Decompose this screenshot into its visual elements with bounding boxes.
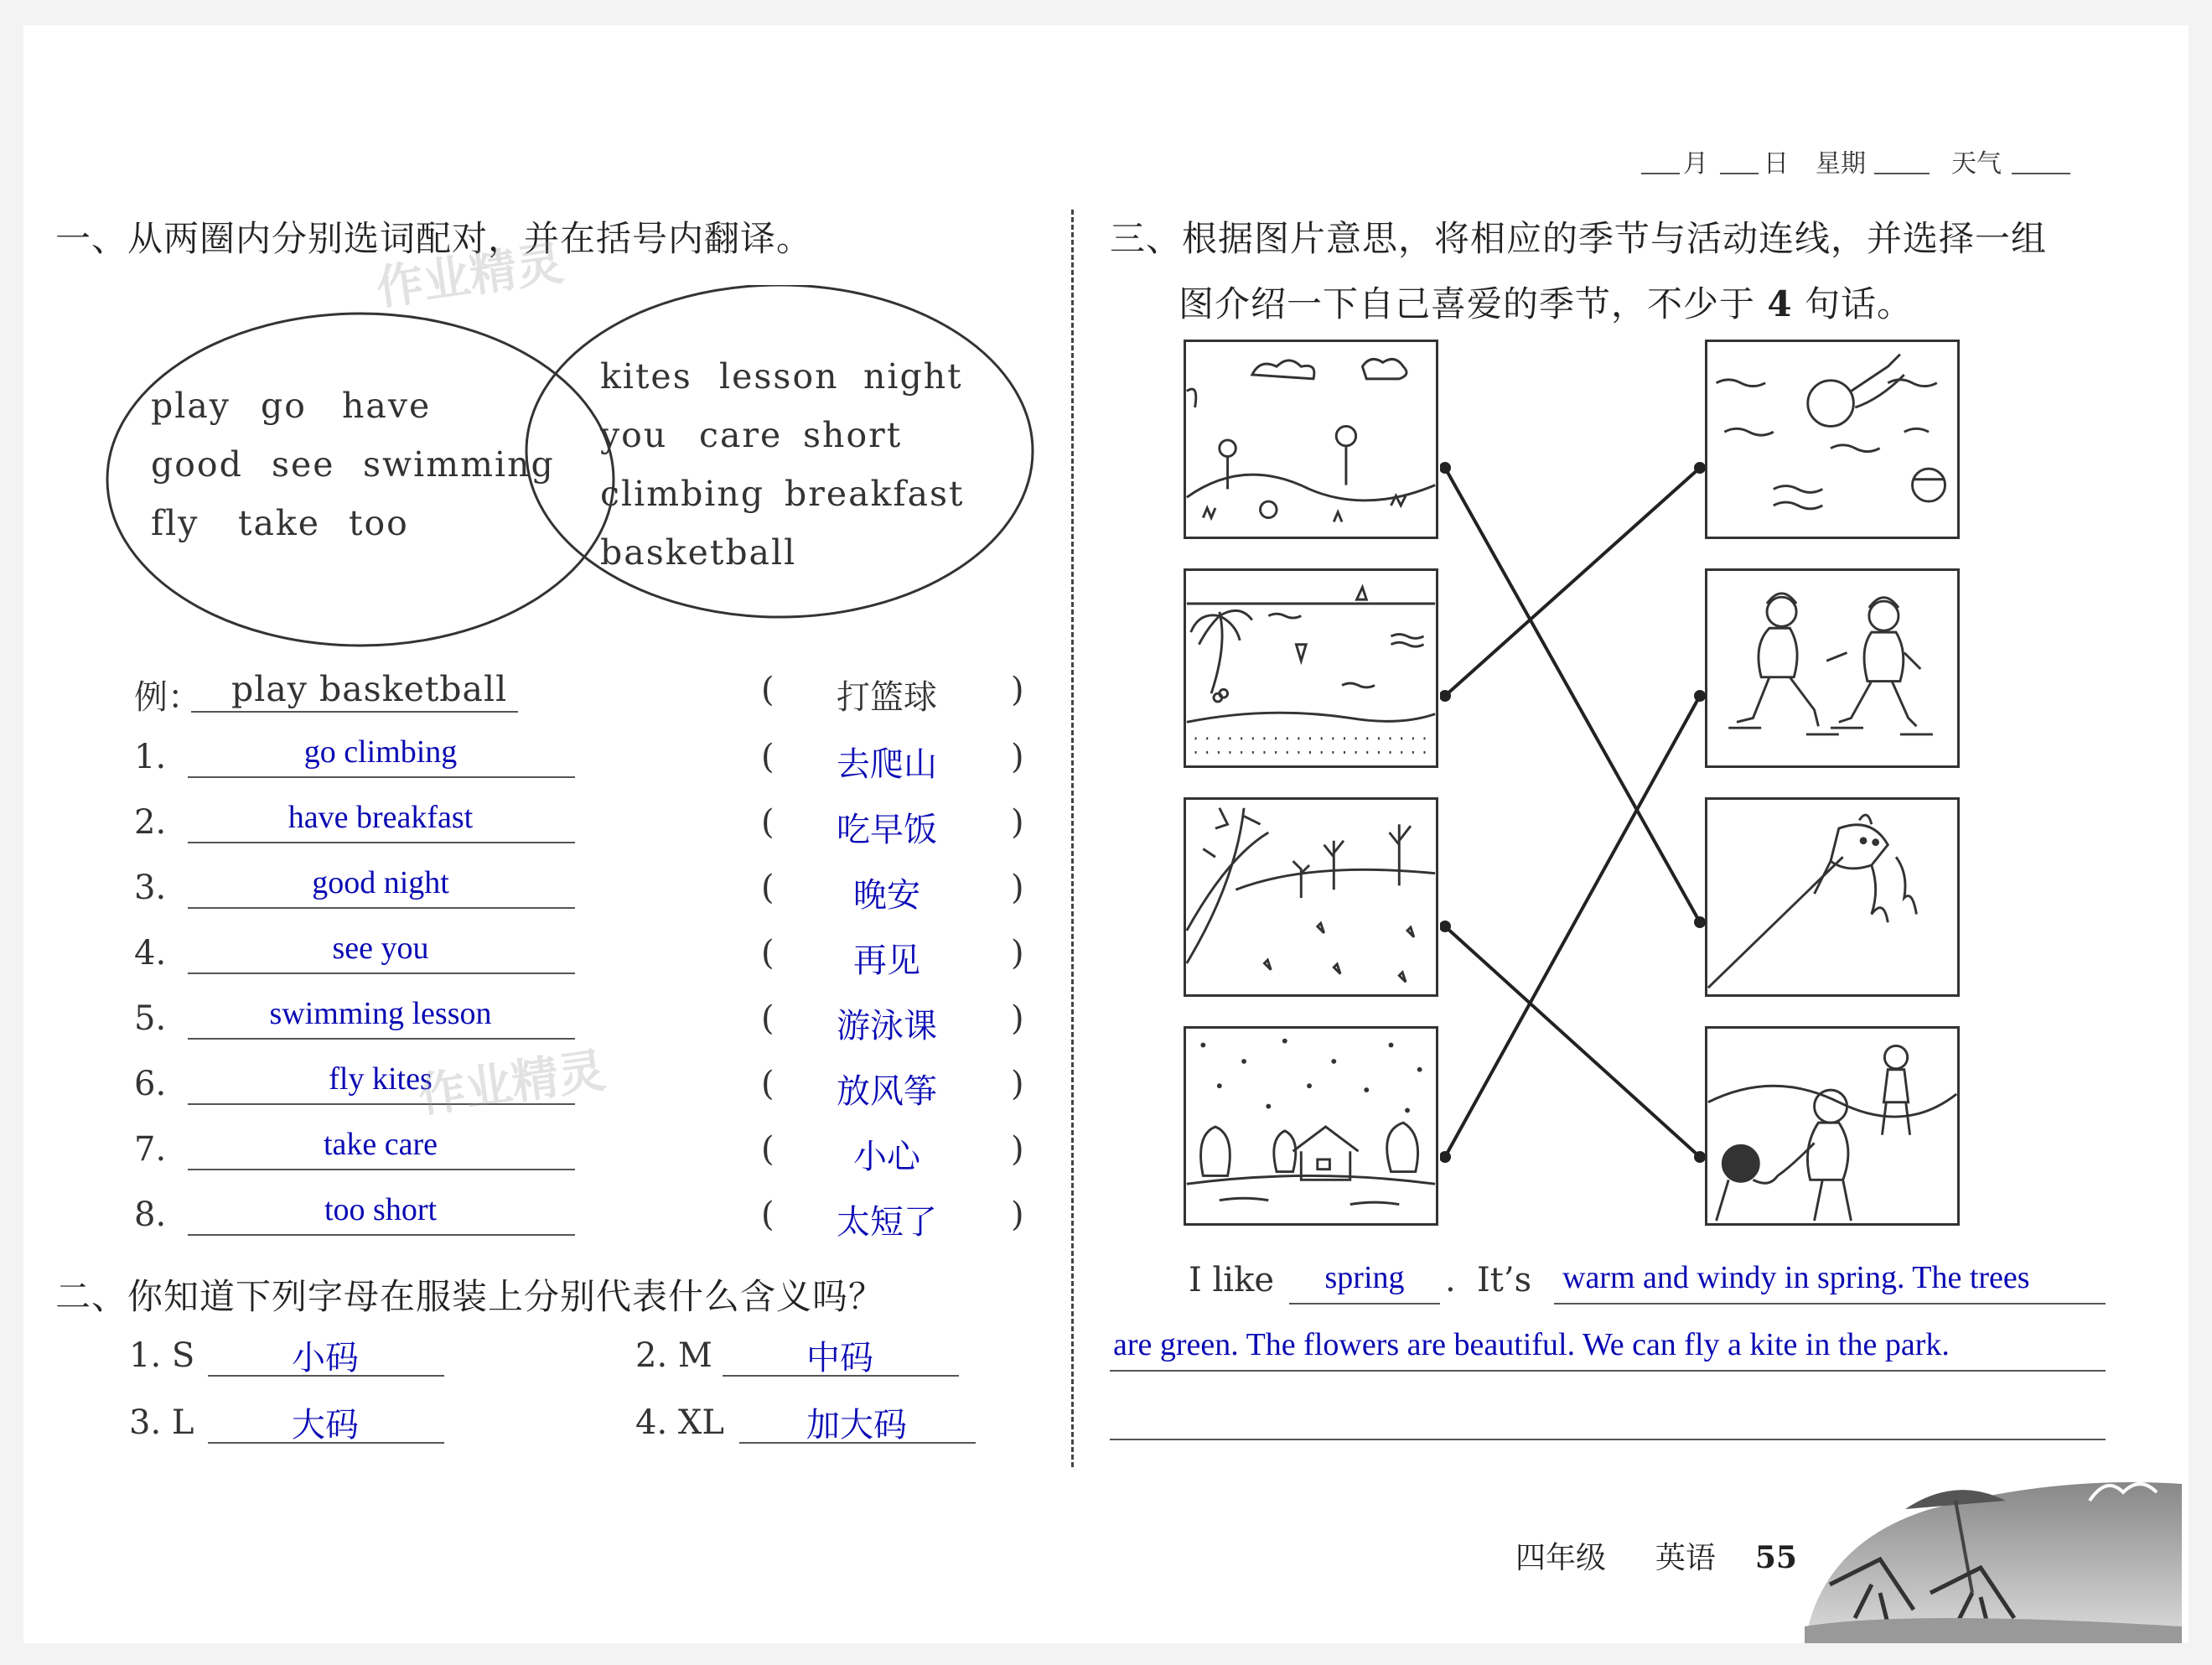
paren-close: )	[1011, 671, 1024, 709]
title-text: 图介绍一下自己喜爱的季节，不少于	[1179, 283, 1768, 324]
item-number: 3.	[134, 869, 167, 907]
item-answer: good night	[312, 865, 449, 900]
left-word: fly	[151, 503, 199, 543]
section1-title: 一、从两圈内分别选词配对，并在括号内翻译。	[55, 218, 813, 259]
watermark: 作业精灵	[415, 1042, 609, 1124]
skating-picture	[1705, 568, 1960, 768]
size-label: 1. S	[129, 1336, 195, 1375]
right-word: basketball	[600, 532, 797, 573]
item-translation: 太短了	[837, 1203, 937, 1241]
period: .	[1445, 1261, 1456, 1299]
sentence-start: I like	[1189, 1261, 1275, 1299]
left-word: take	[238, 503, 321, 543]
page-footer	[1515, 1534, 1797, 1577]
autumn-picture	[1184, 797, 1438, 997]
paren-close: )	[1011, 1196, 1024, 1234]
paren-open: (	[761, 869, 774, 907]
left-word: swimming	[363, 444, 555, 485]
paren-close: )	[1011, 1065, 1024, 1103]
example-phrase: play basketball	[231, 669, 508, 709]
left-word: play	[151, 386, 231, 426]
spring-picture	[1184, 340, 1438, 539]
size-answer: 加大码	[806, 1406, 907, 1444]
item-translation: 游泳课	[837, 1007, 937, 1045]
section3-title-line2	[1179, 277, 1913, 327]
watermark: 作业精灵	[373, 235, 567, 317]
item-number: 2.	[134, 803, 167, 842]
title-text: 句话。	[1792, 283, 1913, 324]
item-answer: have breakfast	[288, 800, 474, 835]
paren-open: (	[761, 934, 774, 973]
paren-close: )	[1011, 738, 1024, 776]
example-translation: 打篮球	[837, 678, 937, 717]
item-translation: 晚安	[853, 876, 920, 914]
answer-line-2: are green. The flowers are beautiful. We can fly a kite in the park.	[1113, 1327, 1950, 1362]
paren-close: )	[1011, 999, 1024, 1038]
paren-open: (	[761, 999, 774, 1038]
size-answer: 大码	[292, 1406, 359, 1444]
right-word: you	[600, 415, 668, 455]
section2-title: 二、你知道下列字母在服装上分别代表什么含义吗？	[55, 1276, 885, 1317]
column-divider	[1071, 210, 1074, 1467]
example-prefix: 例：	[134, 678, 201, 717]
size-answer: 中码	[806, 1339, 873, 1377]
right-word: lesson	[719, 356, 839, 397]
date-header	[1641, 143, 2111, 179]
month-label: 月	[1683, 149, 1708, 179]
paren-open: (	[761, 671, 774, 709]
item-translation: 吃早饭	[837, 811, 937, 848]
its-text: It’s	[1477, 1261, 1532, 1299]
item-answer: see you	[332, 931, 429, 966]
item-answer: swimming lesson	[269, 996, 492, 1031]
section3-title-line1: 三、根据图片意思，将相应的季节与活动连线，并选择一组	[1110, 218, 2048, 259]
item-number: 7.	[134, 1130, 167, 1169]
paren-open: (	[761, 803, 774, 842]
paren-open: (	[761, 738, 774, 776]
climbing-picture	[1705, 1026, 1960, 1226]
right-word: climbing	[600, 474, 765, 514]
title-number: 4	[1767, 283, 1793, 324]
item-answer: go climbing	[303, 734, 458, 770]
item-translation: 去爬山	[837, 745, 937, 783]
paren-close: )	[1011, 869, 1024, 907]
paren-open: (	[761, 1196, 774, 1234]
item-translation: 小心	[853, 1138, 920, 1175]
swimming-picture	[1705, 340, 1960, 539]
kite-picture	[1705, 797, 1960, 997]
size-label: 3. L	[129, 1403, 194, 1442]
season-answer: spring	[1324, 1260, 1405, 1295]
beach-decoration	[1805, 1450, 2182, 1643]
left-word: see	[272, 444, 335, 485]
right-word: night	[863, 356, 963, 397]
weather-label: 天气	[1951, 149, 2002, 179]
right-word: care	[699, 415, 783, 455]
item-answer: fly kites	[329, 1061, 433, 1097]
left-word: have	[342, 386, 432, 426]
item-answer: take care	[323, 1127, 438, 1162]
size-answer: 小码	[292, 1339, 359, 1377]
week-label: 星期	[1816, 149, 1866, 179]
item-number: 4.	[134, 934, 167, 973]
paren-close: )	[1011, 1130, 1024, 1169]
paren-close: )	[1011, 803, 1024, 842]
left-word: go	[261, 386, 307, 426]
page-number: 55	[1754, 1540, 1797, 1575]
left-word: too	[349, 503, 409, 543]
winter-picture	[1184, 1026, 1438, 1226]
size-label: 4. XL	[635, 1403, 724, 1442]
subject-label: 英语	[1655, 1541, 1716, 1575]
right-word: breakfast	[785, 474, 965, 514]
right-word: kites	[600, 356, 692, 397]
item-translation: 放风筝	[837, 1072, 937, 1110]
answer-line-1: warm and windy in spring. The trees	[1562, 1260, 2030, 1295]
paren-close: )	[1011, 934, 1024, 973]
season-activity-lines	[1440, 444, 1708, 1199]
workbook-page	[23, 25, 2189, 1643]
summer-picture	[1184, 568, 1438, 768]
item-answer: too short	[324, 1192, 438, 1227]
item-translation: 再见	[853, 941, 920, 979]
item-number: 5.	[134, 999, 167, 1038]
size-label: 2. M	[635, 1336, 712, 1375]
grade-label: 四年级	[1515, 1541, 1607, 1575]
right-word: short	[803, 415, 903, 455]
item-number: 6.	[134, 1065, 167, 1103]
item-number: 1.	[134, 738, 167, 776]
left-word: good	[151, 444, 243, 485]
paren-open: (	[761, 1065, 774, 1103]
paren-open: (	[761, 1130, 774, 1169]
day-label: 日	[1764, 149, 1789, 179]
item-number: 8.	[134, 1196, 167, 1234]
